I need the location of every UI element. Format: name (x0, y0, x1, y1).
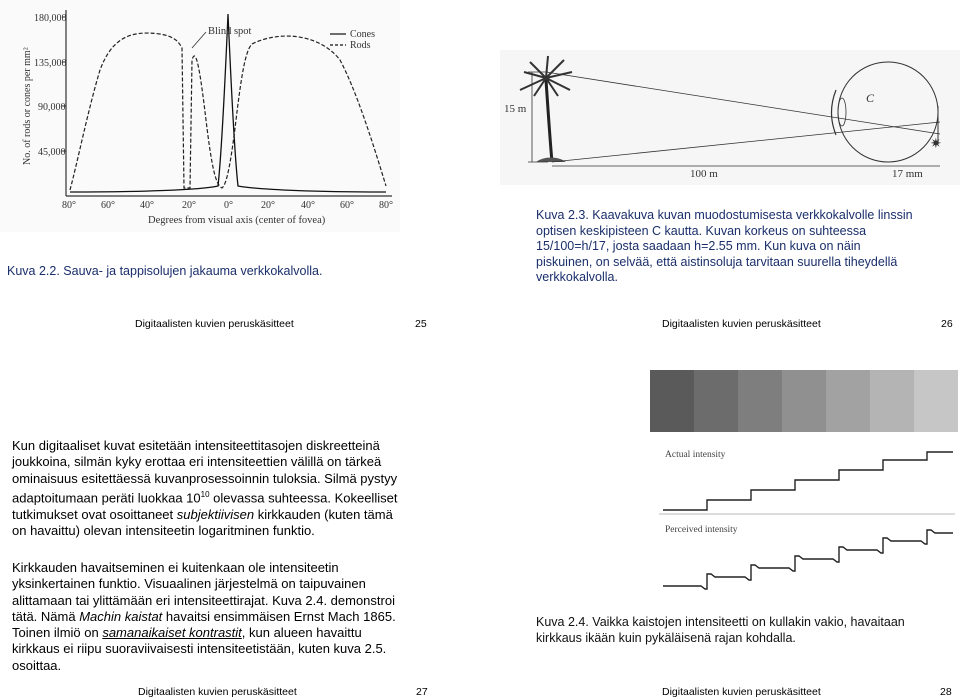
mach-bands-strip (650, 370, 958, 432)
image-star-icon: ✷ (930, 137, 942, 152)
x-axis-label: Degrees from visual axis (center of fovea) (148, 215, 326, 226)
caption-line: Kuva 2.4. Vaikka kaistojen intensiteetti on kullakin vakio, havaitaan (536, 615, 905, 629)
caption-line: Kuva 2.3. Kaavakuva kuvan muodostumisesta verkkokalvolle linssin (536, 208, 913, 222)
eye-geometry-figure (500, 50, 960, 185)
x-tick-label: 60° (101, 200, 115, 211)
text-line: on havaittu) olevan intensiteetin logaritminen funktio. (12, 522, 315, 538)
page-footer-title: Digitaalisten kuvien peruskäsitteet (135, 318, 294, 330)
intensity-band (738, 370, 782, 432)
perceived-intensity-label: Perceived intensity (665, 525, 738, 535)
y-tick-label: 90,000 (38, 102, 66, 113)
page-footer-title: Digitaalisten kuvien peruskäsitteet (662, 686, 821, 698)
intensity-band (694, 370, 738, 432)
text-line: alittamaan tai ylittämään eri intensiteettirajat. Kuva 2.4. demonstroi (12, 592, 395, 608)
text-line: yksinkertainen funktio. Visuaalinen järjestelmä on taipuvainen (12, 576, 366, 592)
actual-intensity-label: Actual intensity (665, 450, 726, 460)
y-tick-label: 180,000 (34, 13, 67, 24)
intensity-band (650, 370, 694, 432)
x-tick-label: 60° (340, 200, 354, 211)
blind-spot-label: Blind spot (208, 26, 252, 37)
page-footer-title: Digitaalisten kuvien peruskäsitteet (138, 686, 297, 698)
text-line: Toinen ilmiö on samanaikaiset kontrastit, kun alueen havaittu (12, 625, 362, 641)
x-tick-label: 20° (261, 200, 275, 211)
x-tick-label: 20° (182, 200, 196, 211)
caption-line: optisen keskipisteen C kautta. Kuvan korkeus on suhteessa (536, 223, 867, 238)
page-footer-title: Digitaalisten kuvien peruskäsitteet (662, 318, 821, 330)
caption-line: kirkkaus ikään kuin pykäläisenä rajan kohdalla. (536, 630, 796, 645)
text-line: Kirkkauden havaitseminen ei kuitenkaan ole intensiteetin (12, 560, 339, 575)
y-axis-label: No. of rods or cones per mm² (22, 47, 33, 165)
page-number: 26 (941, 318, 953, 330)
x-tick-label: 80° (62, 200, 76, 211)
eye-size-label: 17 mm (892, 168, 923, 180)
x-tick-label: 40° (301, 200, 315, 211)
caption-line: verkkokalvolla. (536, 270, 618, 284)
height-label: 15 m (504, 103, 527, 115)
text-line: tätä. Nämä Machin kaistat havaitsi ensimmäisen Ernst Mach 1865. (12, 608, 396, 624)
intensity-band (870, 370, 914, 432)
page-25 (0, 0, 480, 350)
actual-intensity-curve (663, 452, 953, 510)
text-line: adaptoitumaan peräti luokkaa $10^{10}$ olevassa suhteessa. Kokeelliset (12, 489, 398, 506)
intensity-band (914, 370, 958, 432)
figure-caption (536, 615, 956, 646)
text-line: joukkoina, silmän kyky erottaa eri intensiteettien välillä on tärkeä (12, 454, 382, 470)
y-tick-label: 45,000 (38, 147, 66, 158)
x-tick-label: 0° (224, 200, 233, 211)
perceived-intensity-curve (663, 530, 953, 589)
legend-rods: Rods (350, 40, 371, 51)
distance-label: 100 m (690, 168, 718, 180)
y-tick-label: 135,000 (34, 58, 67, 69)
x-tick-label: 80° (379, 200, 393, 211)
x-tick-label: 40° (140, 200, 154, 211)
page-27-paragraph-2 (12, 560, 452, 674)
page-number: 27 (416, 686, 428, 698)
page-27-paragraph-1 (12, 438, 452, 539)
text-line: osoittaa. (12, 657, 62, 673)
center-label: C (866, 91, 875, 105)
figure-caption (536, 208, 956, 286)
page-26 (480, 0, 960, 350)
intensity-band (782, 370, 826, 432)
caption-line: 15/100=h/17, josta saadaan h=2.55 mm. Kun kuva on näin (536, 239, 861, 253)
legend-cones: Cones (350, 29, 375, 40)
rods-cones-density-chart (0, 0, 400, 232)
figure-caption: Kuva 2.2. Sauva- ja tappisolujen jakauma verkkokalvolla. (7, 264, 323, 278)
text-line: Kun digitaaliset kuvat esitetään intensiteettitasojen diskreetteinä (12, 438, 380, 453)
text-line: kirkkaus ei riipu suoraviivaisesti intensiteetistään, kuten kuva 2.5. (12, 641, 387, 657)
text-line: tutkimukset ovat osoittaneet subjektiivisen kirkkauden (kuten tämä (12, 506, 393, 522)
page-number: 25 (415, 318, 427, 330)
text-line: ominaisuus esitettäessä kuvanprosessoinnin tuloksia. Silmä pystyy (12, 470, 398, 486)
caption-line: piskuinen, on selvää, että aistinsoluja tarvitaan suurella tiheydellä (536, 254, 898, 269)
intensity-band (826, 370, 870, 432)
page-number: 28 (940, 686, 952, 698)
intensity-profiles-figure (655, 440, 957, 598)
